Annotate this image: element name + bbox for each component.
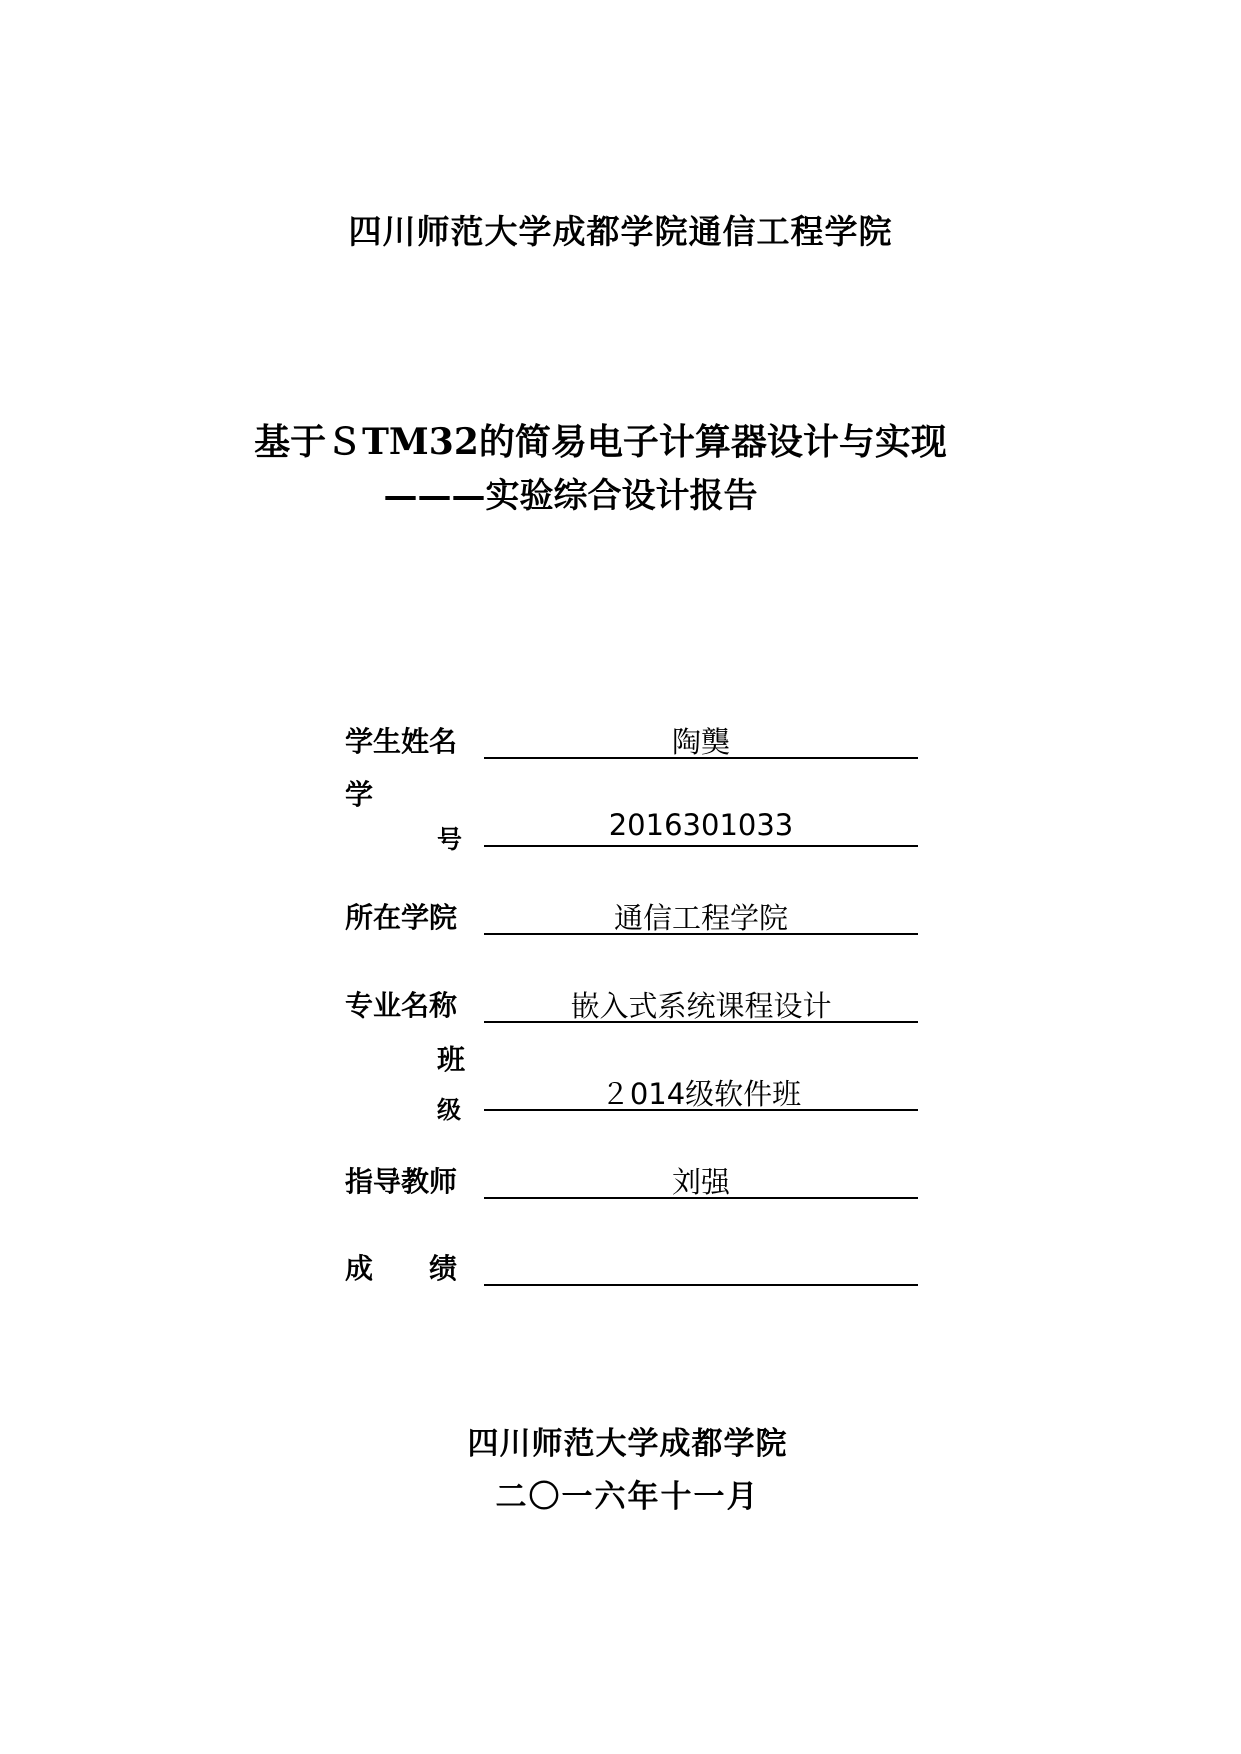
advisor-label: 指导教师: [345, 1165, 458, 1198]
advisor-value: 刘强: [671, 1165, 730, 1199]
class-value: ２014级软件班: [600, 1077, 802, 1111]
class-underline: [484, 1109, 918, 1111]
footer-date: 二〇一六年十一月: [495, 1479, 760, 1515]
college-label: 所在学院: [345, 901, 458, 934]
advisor-underline: [484, 1197, 918, 1199]
grade-label: 成 绩: [345, 1252, 458, 1285]
class-label-bottom: 级: [437, 1095, 461, 1124]
report-subtitle: ———实验综合设计报告: [383, 476, 758, 516]
college-underline: [484, 933, 918, 935]
major-value: 嵌入式系统课程设计: [570, 989, 832, 1023]
major-underline: [484, 1021, 918, 1023]
footer-school: 四川师范大学成都学院: [467, 1426, 788, 1462]
student-name-underline: [484, 757, 918, 759]
student-id-label-bottom: 号: [437, 825, 463, 854]
student-id-underline: [484, 845, 918, 847]
grade-underline: [484, 1284, 918, 1286]
major-label: 专业名称: [345, 989, 458, 1022]
institution-header: 四川师范大学成都学院通信工程学院: [348, 212, 893, 251]
student-name-value: 陶龑: [671, 725, 730, 759]
student-name-label: 学生姓名: [345, 725, 458, 758]
student-id-label-top: 学: [345, 778, 374, 811]
class-label-top: 班: [437, 1043, 466, 1076]
report-title: 基于ＳTM32的简易电子计算器设计与实现: [254, 421, 947, 463]
student-id-value: 2016301033: [608, 808, 794, 842]
college-value: 通信工程学院: [613, 901, 788, 935]
